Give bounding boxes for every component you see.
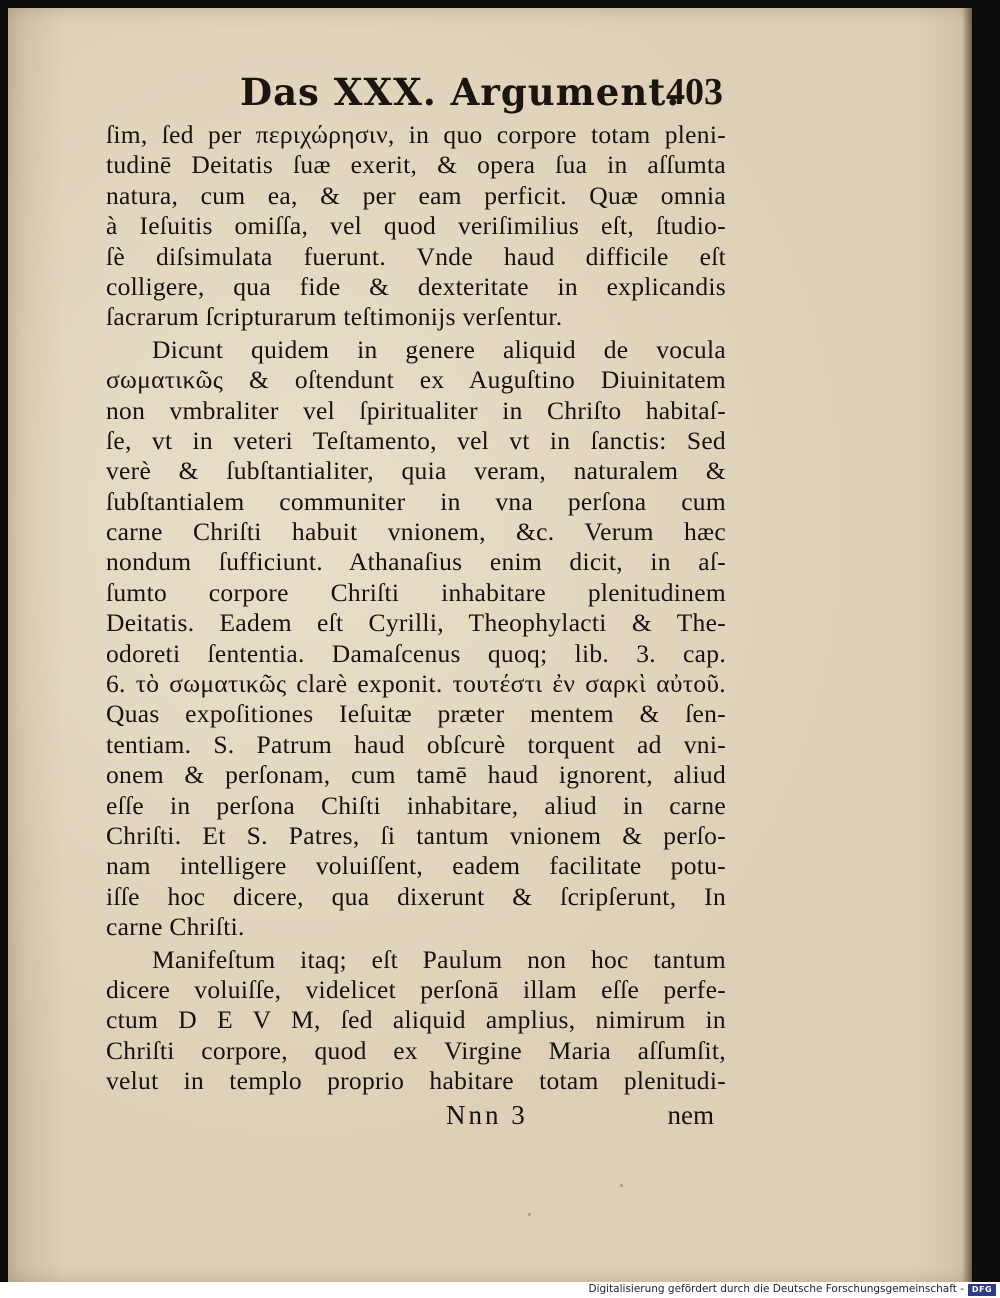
text-line: verè & ſubſtantialiter, quia veram, naturalem & — [106, 456, 726, 486]
running-title: Das XXX. Argument. — [240, 70, 681, 114]
text-line: carne Chriſti. — [106, 912, 245, 942]
text-line: ſè diſsimulata fuerunt. Vnde haud difficile eſt — [106, 241, 726, 271]
text-line: ctum D E V M, ſed aliquid amplius, nimirum in — [106, 1005, 726, 1035]
text-line: tudinē Deitatis ſuæ exerit, & opera ſua in aſſumta — [106, 150, 726, 180]
text-line: ſumto corpore Chriſti inhabitare plenitudinem — [106, 577, 726, 607]
signature-mark: Nnn 3 — [446, 1100, 528, 1130]
credit-bar — [0, 1282, 1000, 1298]
text-line: ſubſtantialem communiter in vna perſona cum — [106, 486, 726, 516]
text-line: Dicunt quidem in genere aliquid de vocula — [152, 334, 726, 364]
page-footer — [106, 1100, 726, 1136]
text-line: iſſe hoc dicere, qua dixerunt & ſcripſerunt, In — [106, 881, 726, 911]
book-page — [8, 8, 972, 1282]
text-line: odoreti ſententia. Damaſcenus quoq; lib. 3. cap. — [106, 638, 726, 668]
paper-speck — [620, 1184, 623, 1187]
text-line: 6. τὸ σωματικῶς clarè exponit. τουτέστι ἐν σαρκὶ αὐτοῦ. — [106, 669, 726, 699]
text-line: Deitatis. Eadem eſt Cyrilli, Theophylacti & The- — [106, 608, 726, 638]
text-line: carne Chriſti habuit vnionem, &c. Verum hæc — [106, 517, 726, 547]
text-line: nam intelligere voluiſſent, eadem facilitate potu- — [106, 851, 726, 881]
text-line: natura, cum ea, & per eam perficit. Quæ omnia — [106, 180, 726, 210]
body-text — [106, 120, 726, 1097]
text-line: Manifeſtum itaq; eſt Paulum non hoc tantum — [152, 944, 726, 974]
text-line: eſſe in perſona Chiſti inhabitare, aliud in carne — [106, 790, 726, 820]
text-line: tentiam. S. Patrum haud obſcurè torquent ad vni- — [106, 729, 726, 759]
paper-speck — [528, 1213, 531, 1216]
text-line: nondum ſufficiunt. Athanaſius enim dicit, in aſ- — [106, 547, 726, 577]
dfg-logo: DFG — [968, 1284, 996, 1296]
text-line: non vmbraliter vel ſpiritualiter in Chriſto habitaſ- — [106, 395, 726, 425]
text-line: Quas expoſitiones Ieſuitæ præter mentem & ſen- — [106, 699, 726, 729]
text-line: à Ieſuitis omiſſa, vel quod veriſimilius eſt, ſtudio- — [106, 211, 726, 241]
text-line: onem & perſonam, cum tamē haud ignorent, aliud — [106, 760, 726, 790]
text-line: ſacrarum ſcripturarum teſtimonijs verſentur. — [106, 302, 563, 332]
text-line: Chriſti corpore, quod ex Virgine Maria aſſumſit, — [106, 1035, 726, 1065]
text-line: ſe, vt in veteri Teſtamento, vel vt in ſanctis: Sed — [106, 425, 726, 455]
text-line: dicere voluiſſe, videlicet perſonā illam eſſe perfe- — [106, 974, 726, 1004]
spine-shadow — [962, 8, 972, 1282]
text-line: colligere, qua fide & dexteritate in explicandis — [106, 271, 726, 301]
text-line: Chriſti. Et S. Patres, ſi tantum vnionem & perſo- — [106, 820, 726, 850]
text-line: ſim, ſed per περιχώρησιν, in quo corpore totam pleni- — [106, 120, 726, 149]
catchword: nem — [667, 1100, 714, 1130]
text-line: σωματικῶς & oſtendunt ex Auguſtino Diuinitatem — [106, 365, 726, 395]
page-number: 403 — [666, 71, 723, 113]
text-line: velut in templo proprio habitare totam plenitudi- — [106, 1066, 726, 1096]
digitization-credit: Digitalisierung gefördert durch die Deutsche Forschungsgemeinschaft - — [588, 1283, 964, 1295]
